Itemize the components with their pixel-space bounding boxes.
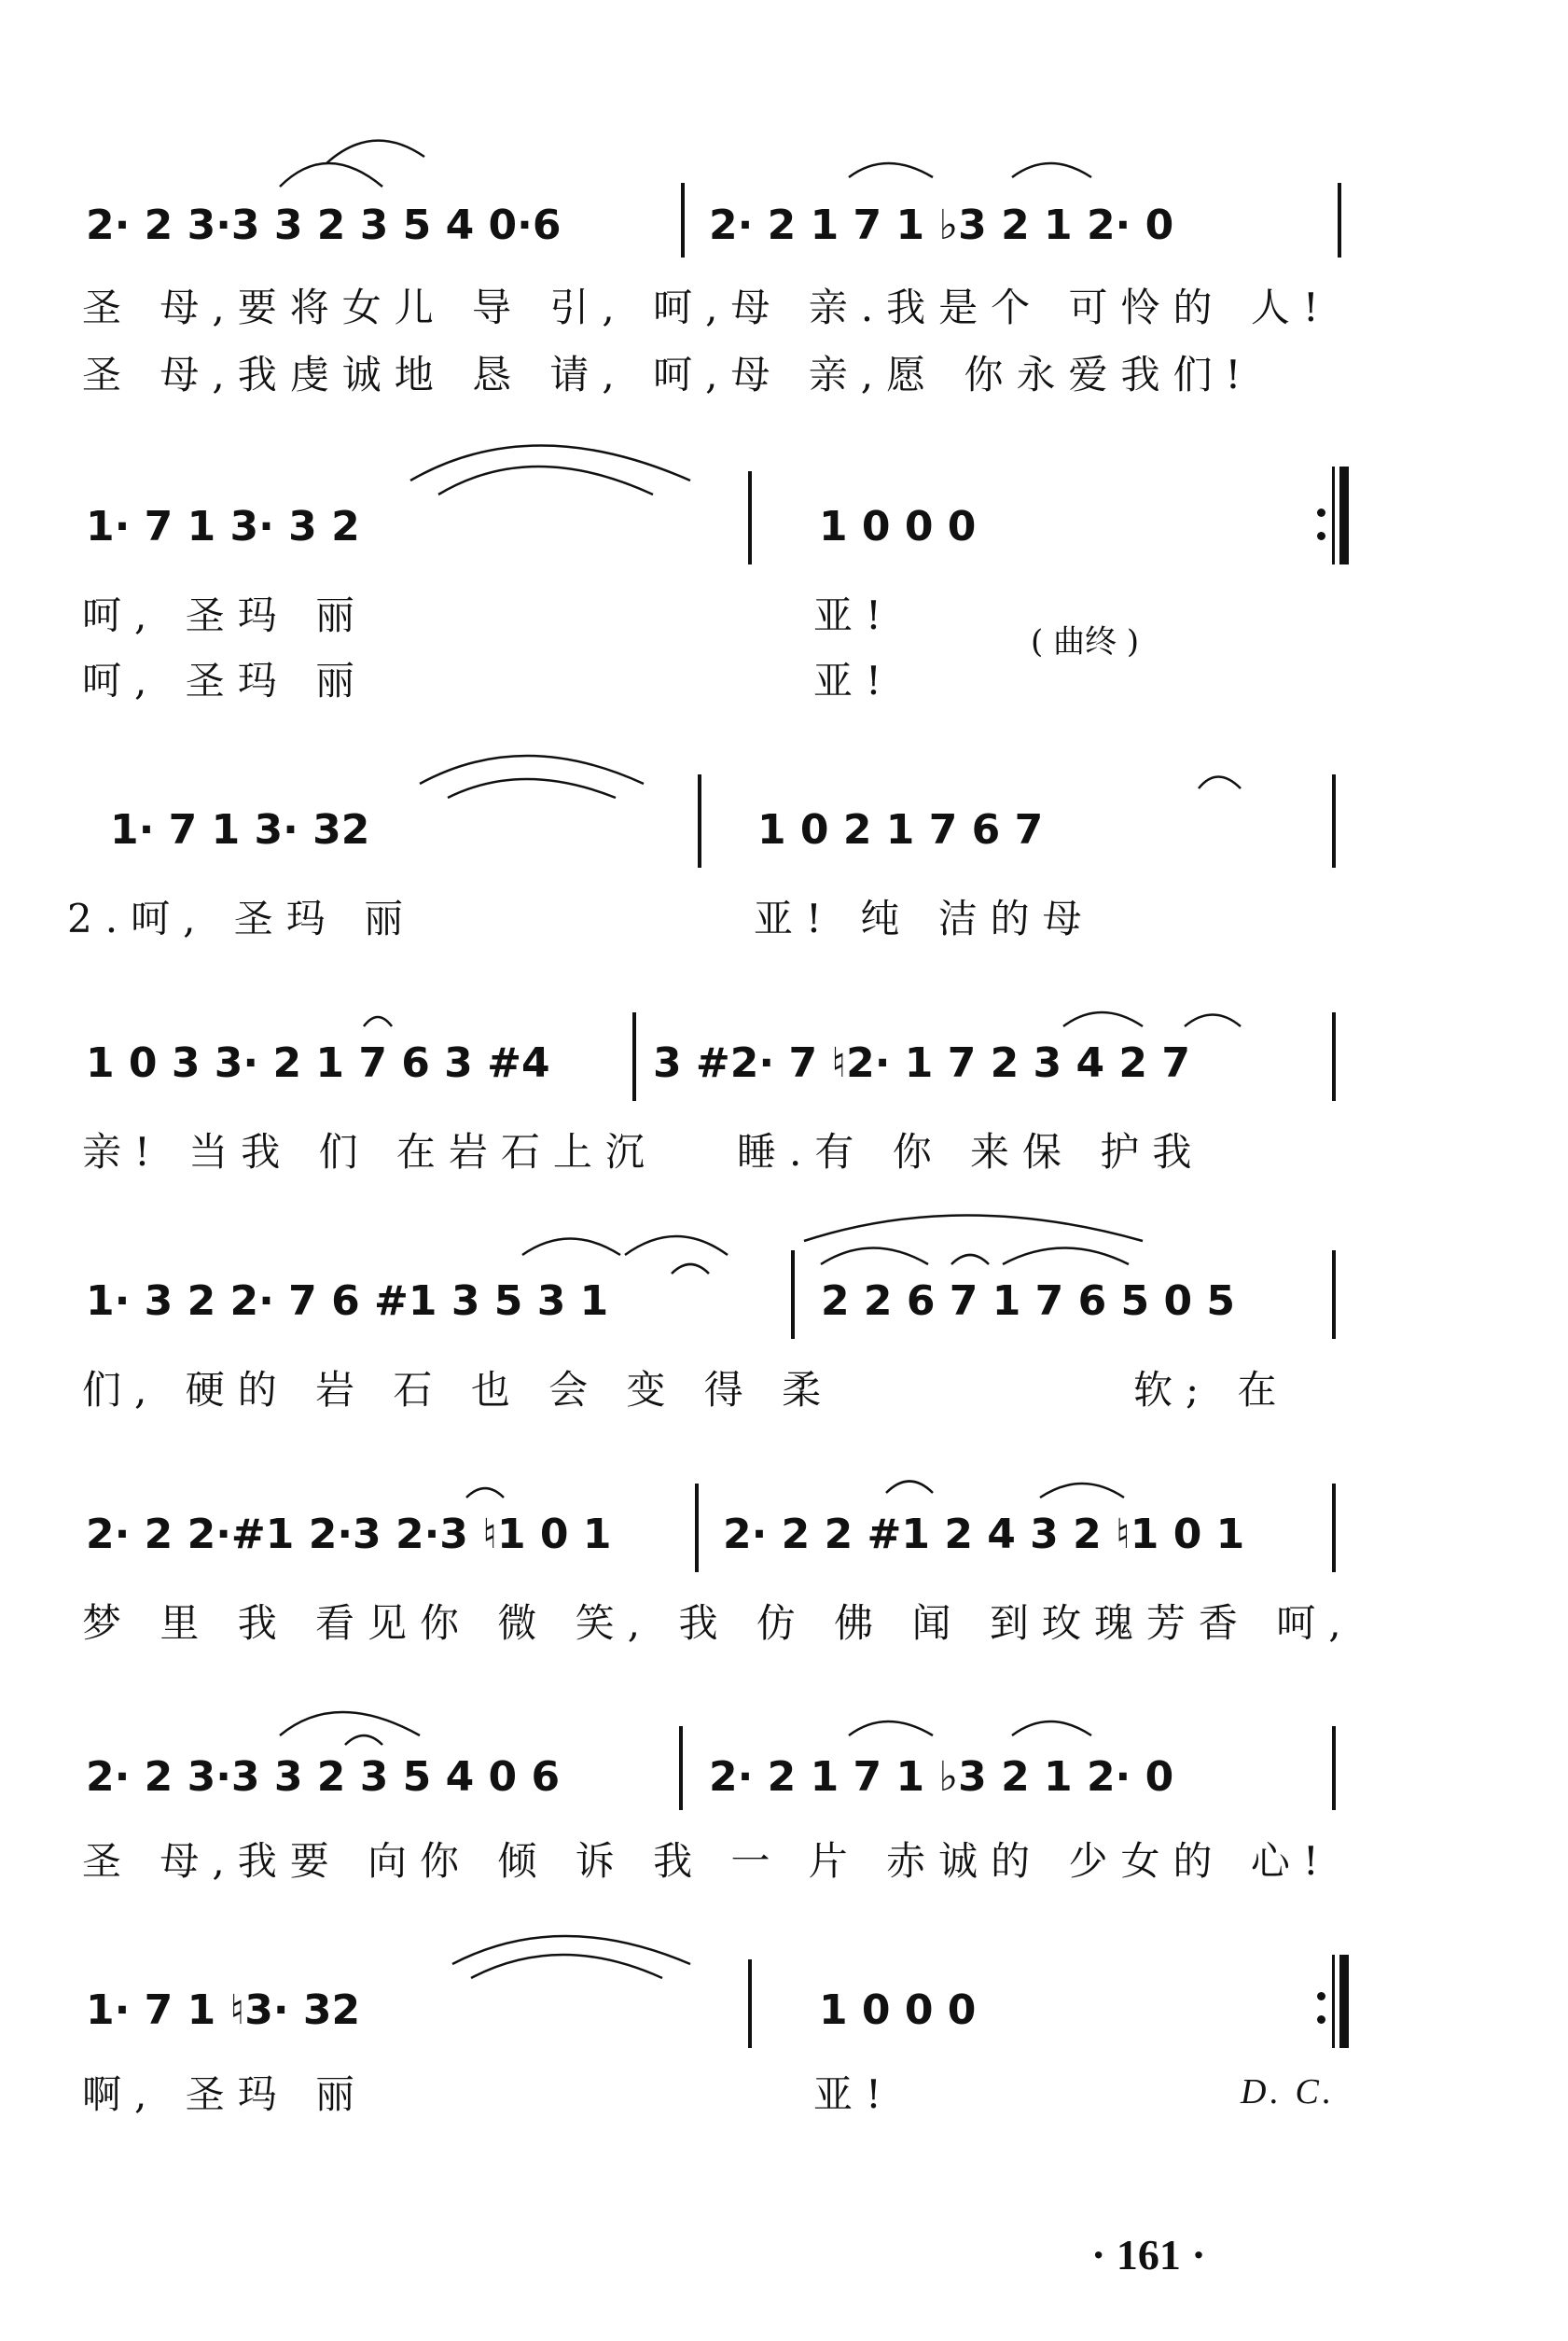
notation-segment: 1· 7 1 ♮3· 32 (86, 1986, 361, 2034)
slur-arc (448, 779, 616, 798)
notation-segment: 1 0 0 0 (819, 1986, 977, 2034)
notation-segment: 1· 3 2 2· 7 6 #1 3 5 3 1 (86, 1277, 609, 1325)
notation-segment: 2· 2 1 7 1 ♭3 2 1 2· 0 (709, 202, 1174, 249)
notation-segment: 2· 2 3·3 3 2 3 5 4 0·6 (86, 202, 562, 249)
notation-segment: 1 0 3 3· 2 1 7 6 3 #4 (86, 1039, 550, 1087)
slur-arc (1003, 1248, 1129, 1265)
lyric-text: 啊, 圣玛 丽 (82, 2071, 368, 2117)
slur-arc (326, 141, 424, 163)
slur-arc (522, 1239, 620, 1256)
notation-segment: 2· 2 2·#1 2·3 2·3 ♮1 0 1 (86, 1511, 612, 1558)
lyric-text: 圣 母,我要 向你 倾 诉 我 一 片 赤诚的 少女的 心! (82, 1838, 1332, 1884)
lyric-text: 亚! 纯 洁的母 (754, 896, 1095, 941)
slur-arc (410, 446, 690, 481)
slur-arc (1040, 1484, 1124, 1498)
notation-segment: 2 2 6 7 1 7 6 5 0 5 (821, 1277, 1236, 1325)
lyric-text: 圣 母,要将女儿 导 引, 呵,母 亲.我是个 可怜的 人! (82, 285, 1332, 330)
lyric-text: 亚! (813, 592, 895, 638)
lyric-text: 2.呵, 圣玛 丽 (67, 896, 417, 941)
slur-arc (466, 1488, 504, 1498)
slur-arc (438, 467, 653, 495)
slur-arc (1185, 1015, 1241, 1027)
slur-arc (849, 1721, 933, 1735)
slur-arc (625, 1236, 728, 1255)
notation-segment: 2· 2 1 7 1 ♭3 2 1 2· 0 (709, 1753, 1174, 1801)
notation-segment: 1· 7 1 3· 32 (110, 806, 370, 854)
slur-arc (951, 1255, 989, 1264)
notation-segment: 2· 2 2 #1 2 4 3 2 ♮1 0 1 (723, 1511, 1245, 1558)
lyric-text: 呵, 圣玛 丽 (82, 658, 368, 704)
lyric-text: 们, 硬的 岩 石 也 会 变 得 柔 (82, 1367, 835, 1413)
slur-arc (345, 1735, 382, 1745)
slur-arc (1063, 1012, 1143, 1026)
lyric-text: 圣 母,我虔诚地 恳 请, 呵,母 亲,愿 你永爱我们! (82, 352, 1255, 397)
lyric-text: 亚! (813, 658, 895, 704)
lyric-text: 呵, 圣玛 丽 (82, 592, 368, 638)
lyric-text: 亚! (813, 2071, 895, 2117)
slur-arc (1012, 163, 1091, 177)
notation-segment: 2· 2 3·3 3 2 3 5 4 0 6 (86, 1753, 561, 1801)
notation-segment: 3 #2· 7 ♮2· 1 7 2 3 4 2 7 (653, 1039, 1190, 1087)
slur-arc (452, 1936, 690, 1964)
slur-arc (821, 1248, 928, 1265)
lyric-text: 亲! 当我 们 在岩石上沉 (82, 1129, 658, 1175)
slur-arc (849, 163, 933, 177)
lyric-text: 睡.有 你 来保 护我 (737, 1129, 1205, 1175)
slur-arc (471, 1955, 662, 1978)
slur-arc (1199, 777, 1241, 789)
slur-arc (804, 1216, 1143, 1242)
notation-segment: 1 0 0 0 (819, 503, 977, 550)
da-capo-marking: D. C. (1241, 2072, 1336, 2111)
slur-arc (886, 1482, 933, 1494)
slur-arc (364, 1017, 392, 1026)
notation-segment: 1 0 2 1 7 6 7 (757, 806, 1044, 854)
lyric-text: 梦 里 我 看见你 微 笑, 我 仿 佛 闻 到玫瑰芳香 呵, (82, 1600, 1354, 1646)
slur-arc (672, 1264, 709, 1274)
slur-arc (280, 1712, 420, 1735)
slur-arc (1012, 1721, 1091, 1735)
lyric-text: 软; 在 (1133, 1367, 1290, 1413)
notation-segment: 1· 7 1 3· 3 2 (86, 503, 360, 550)
page-number: · 161 · (1091, 2231, 1206, 2278)
slur-arc (280, 163, 382, 187)
fine-annotation: ( 曲终 ) (1031, 623, 1140, 661)
